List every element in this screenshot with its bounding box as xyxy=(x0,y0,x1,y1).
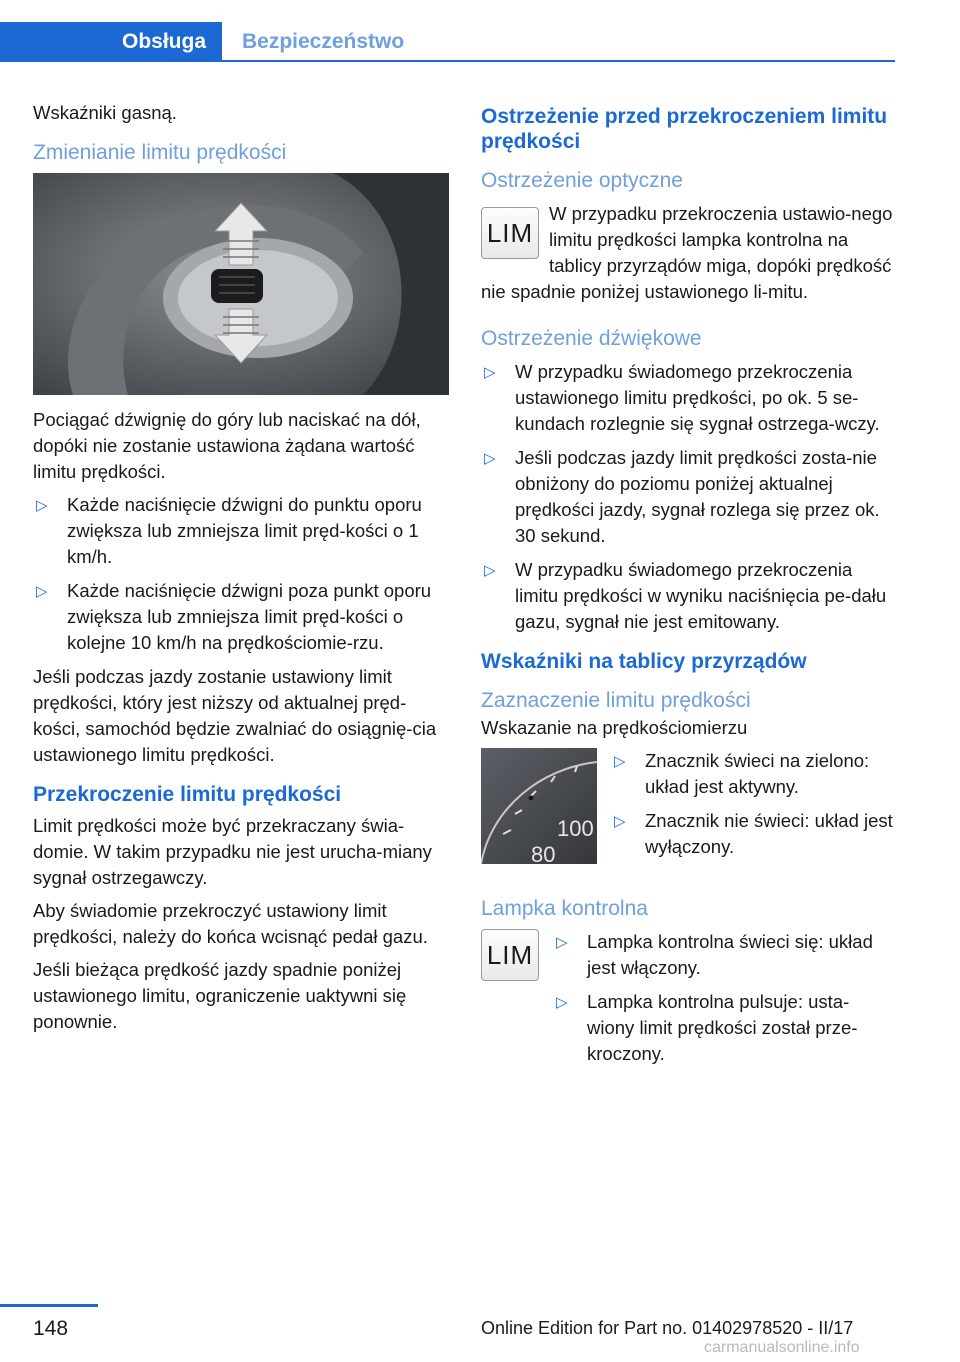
triangle-bullet-icon: ▷ xyxy=(556,994,568,1011)
heading-indicator-lamp: Lampka kontrolna xyxy=(481,897,648,920)
heading-instrument-indicators: Wskaźniki na tablicy przyrządów xyxy=(481,650,807,673)
list-item: ▷ Lampka kontrolna pulsuje: usta-wiony limit prędkości został prze-kroczony. xyxy=(556,991,858,1064)
footer-accent-line xyxy=(0,1304,98,1307)
exceed-paragraph-2: Aby świadomie przekroczyć ustawiony limit prędkości, należy do końca wcisnąć pedał gazu. xyxy=(33,900,428,947)
right-column xyxy=(481,100,895,1081)
tab-underline xyxy=(0,60,895,62)
optical-warning-text: W przypadku przekroczenia ustawio-nego limitu prędkości lampka kontrolna na tablicy przyrządów miga, dopóki prędkość nie spadnie poniżej ustawionego li-mitu. xyxy=(481,203,893,302)
triangle-bullet-icon: ▷ xyxy=(614,813,626,830)
triangle-bullet-icon: ▷ xyxy=(36,583,48,600)
triangle-bullet-icon: ▷ xyxy=(556,934,568,951)
list-item: ▷ W przypadku świadomego przekroczenia limitu prędkości w wyniku naciśnięcia pe-dału gazu, sygnał nie jest emitowany. xyxy=(484,559,887,632)
speedo-label-100: 100 xyxy=(557,816,594,841)
tab-bezpieczenstwo[interactable]: Bezpieczeństwo xyxy=(242,30,405,53)
lamp-list xyxy=(553,929,895,1075)
list-item: ▷ W przypadku świadomego przekroczenia ustawionego limitu prędkości, po ok. 5 se-kundach rozlegnie się sygnał ostrzega-wczy. xyxy=(484,361,880,434)
triangle-bullet-icon: ▷ xyxy=(484,450,496,467)
lim-lamp-icon: LIM xyxy=(481,929,539,981)
acoustic-warning-list xyxy=(481,359,895,635)
steering-lever-photo xyxy=(33,173,449,395)
triangle-bullet-icon: ▷ xyxy=(614,753,626,770)
exceed-paragraph-3: Jeśli bieżąca prędkość jazdy spadnie poniżej ustawionego limitu, ograniczenie uaktywni się ponownie. xyxy=(33,959,407,1032)
list-item: ▷ Lampka kontrolna świeci się: układ jest włączony. xyxy=(556,931,873,978)
change-limit-list xyxy=(33,492,449,656)
section-tabbar xyxy=(0,0,960,64)
pull-lever-text: Pociągać dźwignię do góry lub naciskać na dół, dopóki nie zostanie ustawiona żądana wartość limitu prędkości. xyxy=(33,409,421,482)
speedo-marker-list xyxy=(611,748,895,868)
exceed-paragraph-1: Limit prędkości może być przekraczany świa-domie. W takim przypadku nie jest urucha-miany sygnał ostrzegawczy. xyxy=(33,815,432,888)
triangle-bullet-icon: ▷ xyxy=(484,364,496,381)
heading-change-limit: Zmienianie limitu prędkości xyxy=(33,141,287,164)
intro-text: Wskaźniki gasną. xyxy=(33,102,177,123)
list-item: ▷ Każde naciśnięcie dźwigni do punktu oporu zwiększa lub zmniejsza limit pręd-kości o 1 km/h. xyxy=(36,494,422,567)
heading-speed-warning: Ostrzeżenie przed przekroczeniem limitu prędkości xyxy=(481,105,888,153)
tab-obsluga[interactable]: Obsługa xyxy=(0,22,222,62)
triangle-bullet-icon: ▷ xyxy=(484,562,496,579)
steering-lever-illustration xyxy=(33,173,449,395)
page-number: 148 xyxy=(33,1317,69,1340)
speedo-label-80: 80 xyxy=(531,842,556,864)
heading-optical-warning: Ostrzeżenie optyczne xyxy=(481,169,683,192)
left-column xyxy=(33,100,449,1042)
heading-acoustic-warning: Ostrzeżenie dźwiękowe xyxy=(481,327,702,350)
heading-limit-marker: Zaznaczenie limitu prędkości xyxy=(481,689,751,712)
speedo-caption: Wskazanie na prędkościomierzu xyxy=(481,717,748,738)
speedometer-image xyxy=(481,748,597,864)
lim-indicator-icon: LIM xyxy=(481,207,539,259)
triangle-bullet-icon: ▷ xyxy=(36,497,48,514)
heading-exceed-limit: Przekroczenie limitu prędkości xyxy=(33,783,342,806)
while-driving-text: Jeśli podczas jazdy zostanie ustawiony limit prędkości, który jest niższy od aktualnej pręd-kości, samochód będzie zwalniać do osiągnię-cia ustawionego limitu prędkości. xyxy=(33,666,437,765)
edition-text: Online Edition for Part no. 01402978520 - II/17 xyxy=(481,1318,854,1338)
speedo-block xyxy=(481,748,895,874)
watermark-text: carmanualsonline.info xyxy=(704,1339,860,1356)
list-item: ▷ Znacznik nie świeci: układ jest wyłączony. xyxy=(614,810,893,857)
optical-warning-block xyxy=(481,201,895,312)
list-item: ▷ Znacznik świeci na zielono: układ jest aktywny. xyxy=(614,750,870,797)
lamp-block xyxy=(481,929,895,1081)
list-item: ▷ Każde naciśnięcie dźwigni poza punkt oporu zwiększa lub zmniejsza limit pręd-kości o kolejne 10 km/h na prędkościomie-rzu. xyxy=(36,580,432,653)
list-item: ▷ Jeśli podczas jazdy limit prędkości zosta-nie obniżony do poziomu poniżej aktualnej prędkości jazdy, sygnał rozlega się przez ok. 30 sekund. xyxy=(484,447,880,546)
speedometer-illustration xyxy=(481,748,597,864)
